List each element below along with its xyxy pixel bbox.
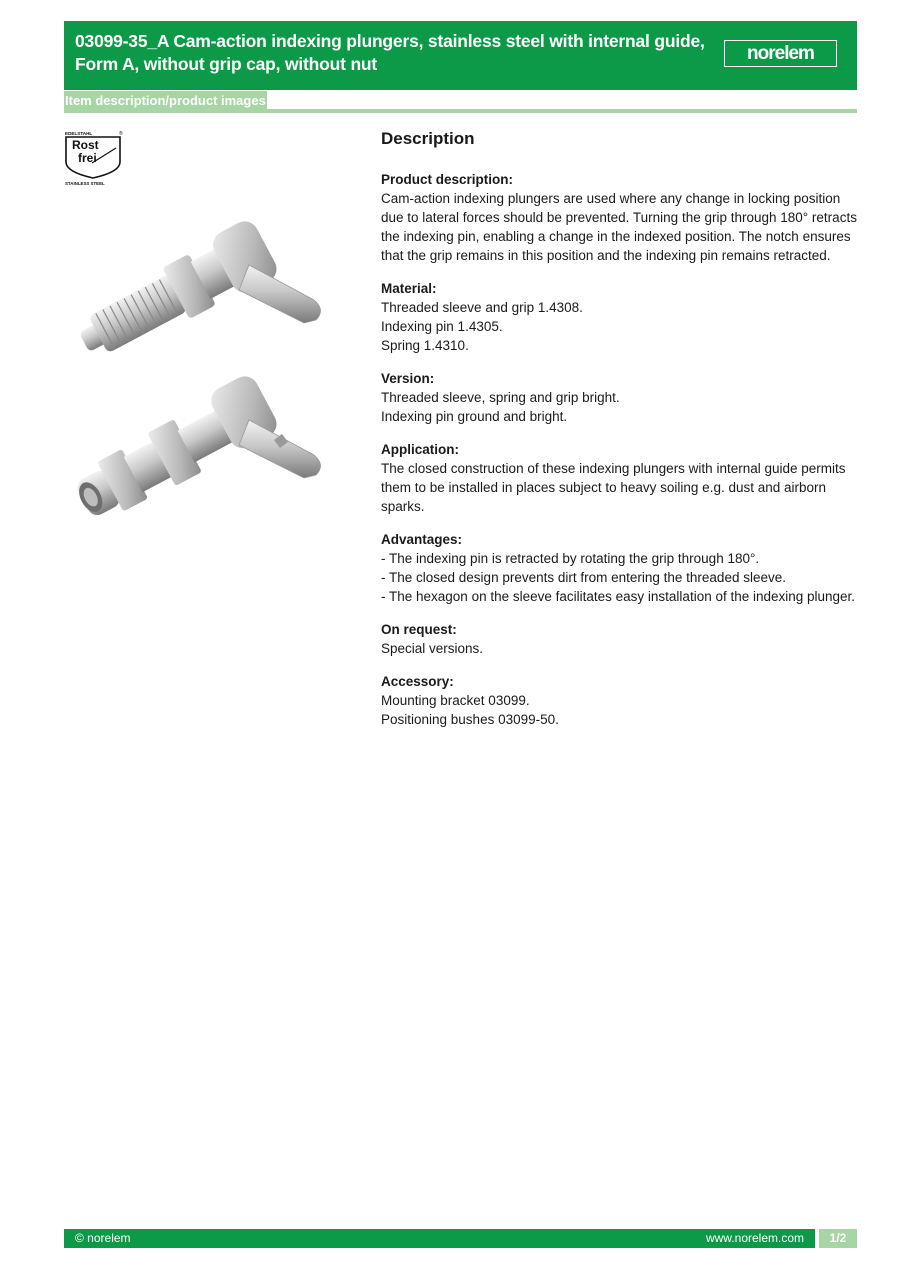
norelem-logo: norelem: [724, 40, 837, 67]
section-text: Indexing pin 1.4305.: [381, 319, 503, 334]
section-text: The closed construction of these indexing plungers with internal guide permits them to be installed in places subject to heavy soiling e.g. dust and airborn sparks.: [381, 461, 846, 514]
section-text: Special versions.: [381, 641, 484, 656]
stainless-steel-badge-icon: [64, 130, 126, 186]
description-title: Description: [381, 129, 475, 148]
badge-line1: Rost: [72, 138, 99, 152]
description-section: [381, 369, 857, 426]
section-heading: Accessory:: [381, 674, 454, 689]
badge-top-text: EDELSTAHL: [65, 131, 93, 136]
section-heading: Application:: [381, 442, 459, 457]
page-title: 03099-35_A Cam-action indexing plungers, stainless steel with internal guide, Form A, without grip cap, without nut: [75, 31, 705, 74]
description-section: [381, 279, 857, 355]
section-text: Threaded sleeve and grip 1.4308.: [381, 300, 583, 315]
section-text: Spring 1.4310.: [381, 338, 469, 353]
page-footer: [64, 1229, 857, 1248]
page-header: [64, 21, 857, 90]
description-section: [381, 530, 857, 606]
section-heading: Product description:: [381, 172, 514, 187]
description-section: [381, 620, 857, 658]
section-bar: [64, 91, 857, 114]
description-sections: [381, 170, 857, 729]
page-number: 1/2: [819, 1229, 857, 1248]
section-text: Mounting bracket 03099.: [381, 693, 530, 708]
section-heading: On request:: [381, 622, 457, 637]
plunger-lower: [65, 371, 321, 515]
section-text: Threaded sleeve, spring and grip bright.: [381, 390, 620, 405]
footer-url-link[interactable]: www.norelem.com: [705, 1231, 804, 1245]
footer-copyright: © norelem: [75, 1231, 131, 1245]
badge-bottom-text: STAINLESS STEEL: [65, 181, 105, 186]
badge-line2: frei: [78, 151, 97, 165]
section-text: - The hexagon on the sleeve facilitates easy installation of the indexing plunger.: [381, 589, 856, 604]
plunger-upper: [69, 216, 321, 371]
description-panel: [381, 128, 857, 743]
description-section: [381, 440, 857, 516]
section-text: Cam-action indexing plungers are used where any change in locking position due to lateral forces should be prevented. Turning the grip through 180° retracts the indexing pin, enabling a change in the indexed position. The notch ensures that the grip remains in this position and the indexing pin remains retracted.: [381, 191, 857, 263]
description-section: [381, 672, 857, 729]
section-heading: Version:: [381, 371, 435, 386]
section-heading: Advantages:: [381, 532, 463, 547]
section-bar-label: Item description/product images: [65, 93, 266, 108]
product-image: [64, 205, 326, 515]
section-text: - The indexing pin is retracted by rotating the grip through 180°.: [381, 551, 760, 566]
badge-registered-mark: ®: [119, 131, 123, 137]
section-text: Positioning bushes 03099-50.: [381, 712, 559, 727]
footer-bar: [64, 1229, 815, 1248]
description-section: [381, 170, 857, 265]
section-heading: Material:: [381, 281, 437, 296]
section-text: Indexing pin ground and bright.: [381, 409, 568, 424]
section-text: - The closed design prevents dirt from entering the threaded sleeve.: [381, 570, 786, 585]
